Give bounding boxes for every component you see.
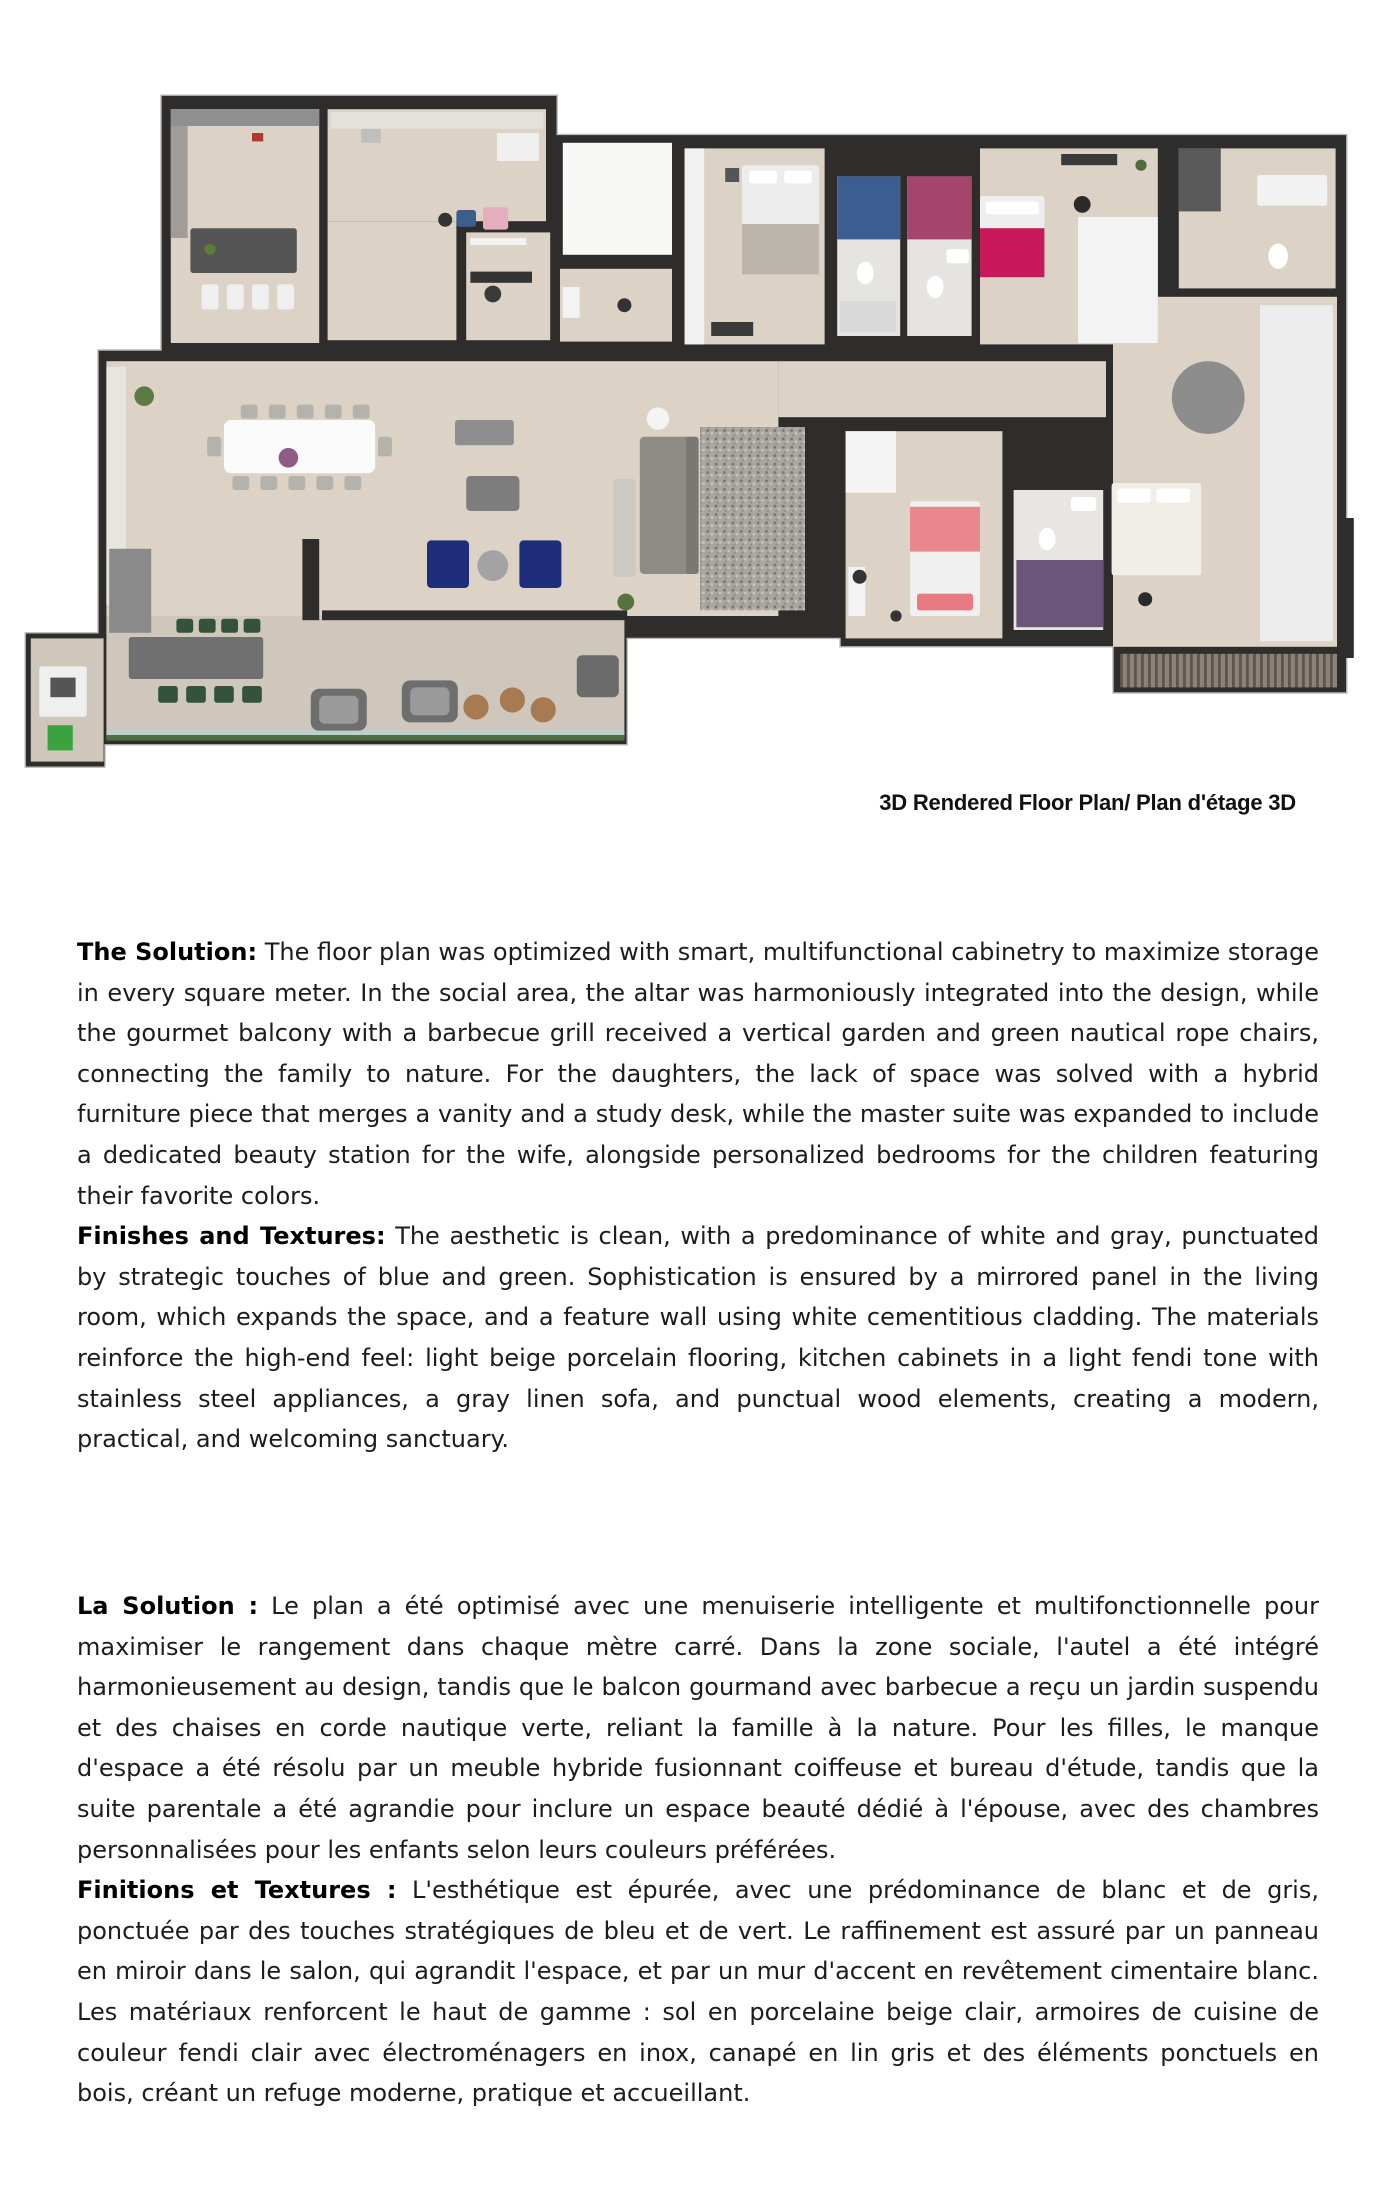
outdoor-chair <box>577 655 619 697</box>
pillow <box>749 171 777 184</box>
finishes-fr-text: L'esthétique est épurée, avec une prédominance de blanc et de gris, ponctuée par des touches stratégiques de bleu et de vert. Le raffinement est assuré par un panneau en miroir dans le salon, qui agrandit l'espace, et par un mur d'accent en revêtement cimentaire blanc. Les matériaux renforcent le haut de gamme : sol en porcelaine beige clair, armoires de cuisine de couleur fendi clair avec électroménagers en inox, canapé en lin gris et des éléments ponctuels en bois, créant un refuge moderne, pratique et accueillant. <box>77 1876 1319 2108</box>
green-rope-chair <box>158 686 178 703</box>
finishes-fr-paragraph <box>77 1870 1319 2114</box>
outdoor-counter <box>109 549 151 633</box>
flower-centerpiece <box>279 448 299 468</box>
round-rug <box>1172 361 1245 434</box>
solution-en-paragraph <box>77 932 1319 1216</box>
sink <box>1071 497 1096 511</box>
grill-opening <box>50 678 75 698</box>
kitchen-side-counter <box>171 126 188 238</box>
solution-fr-text: Le plan a été optimisé avec une menuiserie intelligente et multifonctionnelle pour maximiser le rangement dans chaque mètre carré. Dans la zone sociale, l'autel a été intégré harmonieusement au design, tandis que le balcon gourmand avec barbecue a reçu un jardin suspendu et des chaises en corde nautique verte, reliant la famille à la nature. Pour les filles, le manque d'espace a été résolu par un meuble hybride fusionnant coiffeuse et bureau d'étude, tandis que la suite parentale a été agrandie pour inclure un espace beauté dédié à l'épouse, avec des chambres personnalisées pour les enfants selon leurs couleurs préférées. <box>77 1592 1320 1864</box>
dining-chair <box>316 476 333 490</box>
kitchen-chair <box>227 284 244 309</box>
dining-chair <box>269 405 286 419</box>
pillow <box>784 171 812 184</box>
exterior-fin <box>1337 518 1354 658</box>
english-description <box>77 932 1319 1460</box>
study-shelf <box>470 238 526 245</box>
bedroom-3-wardrobe <box>846 431 896 493</box>
laundry-sink <box>361 129 381 143</box>
floor-plan-caption: 3D Rendered Floor Plan/ Plan d'étage 3D <box>879 790 1296 815</box>
plant <box>617 594 634 611</box>
bed-1-blanket <box>742 224 819 274</box>
railing-planters <box>106 735 624 741</box>
pillow <box>986 202 1039 215</box>
shower-enclosure <box>1179 148 1221 211</box>
vanity <box>1257 175 1327 206</box>
blue-wall-tiles <box>837 176 900 239</box>
laundry-floor-lower <box>328 221 457 340</box>
bedroom-2-desk <box>1061 154 1117 165</box>
kitchen-appliance <box>252 133 263 141</box>
stone-feature-floor <box>700 427 805 610</box>
dining-chair <box>378 437 392 457</box>
finishes-en-text: The aesthetic is clean, with a predominance of white and gray, punctuated by strategic touches of blue and green. Sophistication is ensured by a mirrored panel in the living room, which expands the space, and a feature wall using white cementitious cladding. The materials reinforce the high-end feel: light beige porcelain flooring, kitchen cabinets in a light fendi tone with stainless steel appliances, a gray linen sofa, and punctual wood elements, creating a modern, practical, and welcoming sanctuary. <box>77 1222 1319 1454</box>
wood-stool <box>463 694 488 719</box>
green-rope-chair <box>176 619 193 633</box>
dining-chair <box>207 437 221 457</box>
green-rope-chair <box>214 686 234 703</box>
dining-chair <box>241 405 258 419</box>
glass-railing <box>106 731 624 735</box>
finishes-en-paragraph <box>77 1216 1319 1460</box>
wood-stool <box>500 687 525 712</box>
kitchen-chair <box>252 284 269 309</box>
toilet <box>1039 528 1056 550</box>
washing-machine <box>497 133 539 161</box>
bar-island <box>129 637 263 679</box>
bed-2-blanket <box>980 228 1044 277</box>
kitchen-chair <box>277 284 294 309</box>
shower-tray <box>840 301 896 332</box>
sink <box>946 249 968 263</box>
laundry-counter <box>330 112 543 129</box>
master-balcony-planter <box>1120 654 1337 688</box>
dining-chair <box>353 405 370 419</box>
green-rope-chair <box>244 619 261 633</box>
study-desk <box>470 272 532 283</box>
dining-chair <box>325 405 342 419</box>
wood-stool <box>531 697 556 722</box>
armchair <box>427 540 469 588</box>
master-wardrobe <box>1260 305 1333 641</box>
lounge-cushion <box>410 687 449 715</box>
nightstand <box>890 610 901 621</box>
pink-wall-tiles <box>907 176 971 239</box>
dining-chair <box>288 476 305 490</box>
balcony-partition-wall <box>322 610 627 620</box>
purple-wall-tiles <box>1016 560 1103 627</box>
coffee-table <box>477 550 508 581</box>
study-floor <box>466 232 550 340</box>
green-rope-chair <box>186 686 206 703</box>
green-rope-chair <box>199 619 216 633</box>
finishes-en-heading: Finishes and Textures: <box>77 1222 386 1251</box>
floor-lamp <box>647 407 669 429</box>
green-rope-chair <box>221 619 238 633</box>
solution-en-text: The floor plan was optimized with smart, multifunctional cabinetry to maximize storage in every square meter. In the social area, the altar was harmoniously integrated into the design, while the gourmet balcony with a barbecue grill received a vertical garden and green nautical rope chairs, connecting the family to nature. For the daughters, the lack of space was solved with a hybrid furniture piece that merges a vanity and a study desk, while the master suite was expanded to include a dedicated beauty station for the wife, alongside personalized bedrooms for the children featuring their favorite colors. <box>77 938 1320 1210</box>
kitchen-floor <box>171 109 319 343</box>
pink-seat <box>483 207 508 229</box>
storage-item <box>617 298 631 312</box>
french-description <box>77 1586 1319 2114</box>
bedroom-1-desk <box>711 322 753 336</box>
ottoman <box>466 476 519 511</box>
desk-chair <box>1074 196 1091 213</box>
kitchen-counter <box>171 109 319 126</box>
dining-chair <box>232 476 249 490</box>
light-well <box>563 143 672 255</box>
laundry-stool <box>438 213 452 227</box>
toilet <box>857 262 874 284</box>
dining-table <box>224 420 375 473</box>
study-chair <box>484 286 501 303</box>
bed-3-pillow <box>917 594 973 611</box>
kitchen-chair <box>202 284 219 309</box>
toilet <box>927 276 944 298</box>
hallway-floor <box>778 361 1106 417</box>
bench <box>455 420 514 445</box>
master-chair <box>1138 592 1152 606</box>
vertical-garden <box>48 725 73 750</box>
solution-fr-heading: La Solution : <box>77 1592 259 1620</box>
storage-cabinet <box>563 287 580 318</box>
dining-chair <box>344 476 361 490</box>
lounge-cushion <box>319 696 358 724</box>
solution-en-heading: The Solution: <box>77 938 258 966</box>
island-plant <box>204 244 215 255</box>
console-table <box>613 479 635 577</box>
floor-plan-drawing <box>25 95 1354 767</box>
pillow <box>1117 489 1151 503</box>
dining-chair <box>297 405 314 419</box>
pillow <box>1156 489 1190 503</box>
armchair <box>519 540 561 588</box>
toilet <box>1268 244 1288 269</box>
solution-fr-paragraph <box>77 1586 1319 1870</box>
sofa-back <box>686 437 699 574</box>
desk-chair <box>853 570 867 584</box>
finishes-fr-heading: Finitions et Textures : <box>77 1876 397 1905</box>
bedroom-1-wardrobe <box>685 148 705 344</box>
plant <box>1135 160 1146 171</box>
floor-plan-render <box>0 0 1400 791</box>
bar-partition-wall <box>302 539 319 620</box>
plant <box>134 386 154 406</box>
bed-3-blanket <box>910 507 980 552</box>
dining-chair <box>260 476 277 490</box>
bedroom-2-wardrobe <box>1078 217 1158 343</box>
nightstand <box>725 168 739 182</box>
blue-chair <box>456 210 476 227</box>
green-rope-chair <box>242 686 262 703</box>
